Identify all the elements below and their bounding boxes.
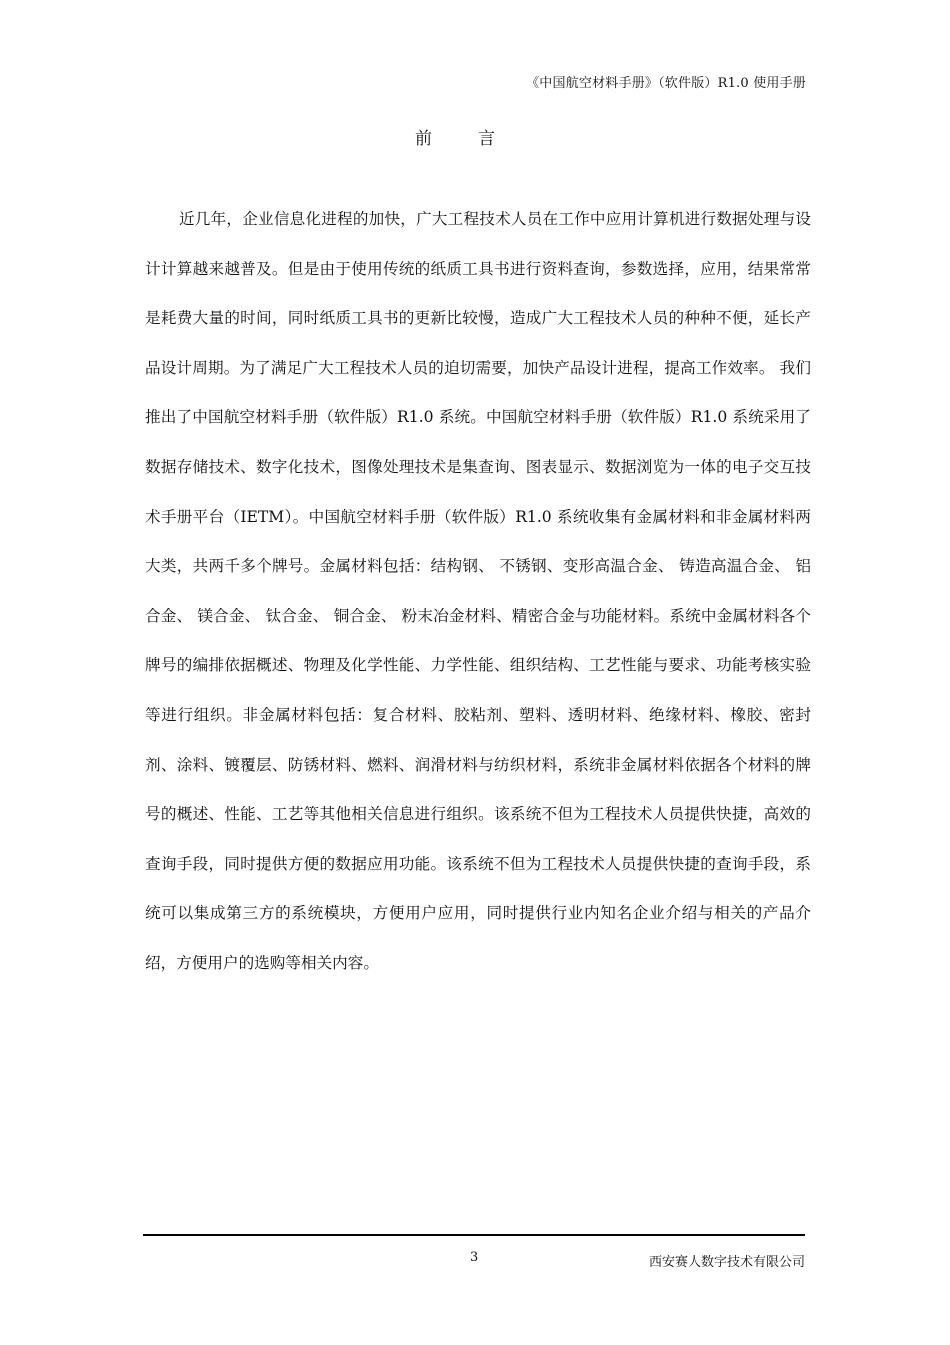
company-name: 西安赛人数字技术有限公司 <box>648 1255 805 1270</box>
page-number: 3 <box>470 1250 479 1265</box>
preface-paragraph: 近几年，企业信息化进程的加快，广大工程技术人员在工作中应用计算机进行数据处理与设计计算越来越普及。但是由于使用传统的纸质工具书进行资料查询，参数选择，应用，结果常常是耗费大量的时间，同时纸质工具书的更新比较慢，造成广大工程技术人员的种种不便，延长产品设计周期。为了满足广大工程技术人员的迫切需要，加快产品设计进程，提高工作效率。 我们推出了中国航空材料手册（软件版）R1.0 系统。中国航空材料手册（软件版）R1.0 系统采用了数据存储技术、数字化技术，图像处理技术是集查询、图表显示、数据浏览为一体的电子交互技术手册平台（IETM）。中国航空材料手册（软件版）R1.0 系统收集有金属材料和非金属材料两大类，共两千多个牌号。金属材料包括：结构钢、 不锈钢、变形高温合金、 铸造高温合金、 铝合金、 镁合金、 钛合金、 铜合金、 粉末冶金材料、精密合金与功能材料。系统中金属材料各个牌号的编排依据概述、物理及化学性能、力学性能、组织结构、工艺性能与要求、功能考核实验等进行组织。非金属材料包括：复合材料、胶粘剂、塑料、透明材料、绝缘材料、橡胶、密封剂、涂料、镀覆层、防锈材料、燃料、润滑材料与纺织材料，系统非金属材料依据各个材料的牌号的概述、性能、工艺等其他相关信息进行组织。该系统不但为工程技术人员提供快捷，高效的查询手段，同时提供方便的数据应用功能。该系统不但为工程技术人员提供快捷的查询手段，系统可以集成第三方的系统模块，方便用户应用，同时提供行业内知名企业介绍与相关的产品介绍，方便用户的选购等相关内容。 <box>145 210 811 972</box>
running-header: 《中国航空材料手册》（软件版）R1.0 使用手册 <box>526 76 806 91</box>
page-title: 前言 <box>415 129 541 149</box>
footer-divider <box>143 1234 805 1236</box>
